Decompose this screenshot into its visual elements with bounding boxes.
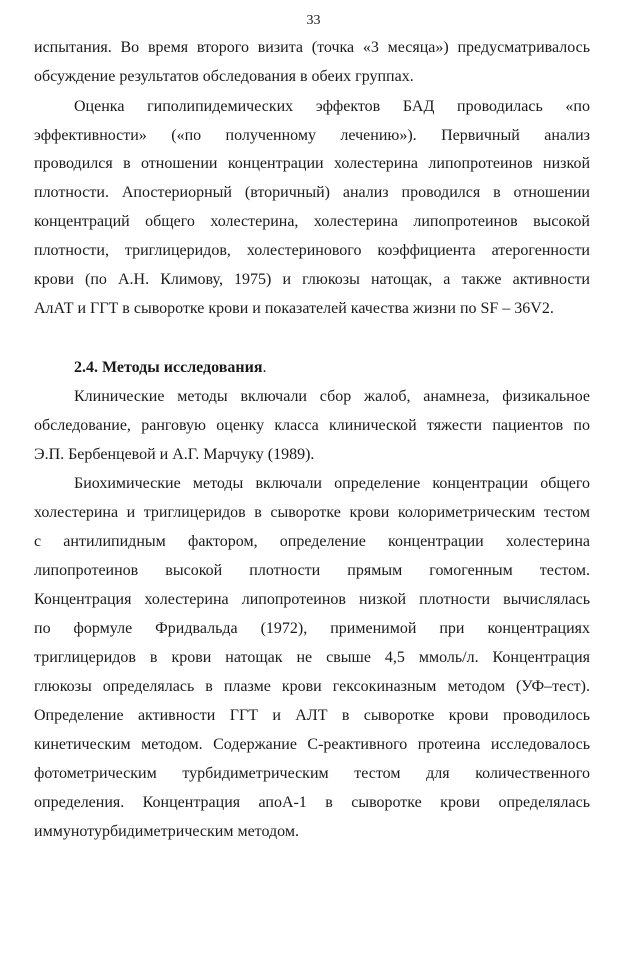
section-heading-title: 2.4. Методы исследования xyxy=(74,359,263,376)
text-line: определения. Концентрация апоА-1 в сыворотке крови определялась xyxy=(34,794,590,811)
text-line: иммунотурбидиметрическим методом. xyxy=(34,823,299,840)
page-number: 33 xyxy=(306,13,321,28)
text-line: триглицеридов в крови натощак не свыше 4,5 ммоль/л. Концентрация xyxy=(34,649,590,666)
text-line: Э.П. Бербенцевой и А.Г. Марчуку (1989). xyxy=(34,446,315,463)
text-line: Клинические методы включали сбор жалоб, анамнеза, физикальное xyxy=(74,388,590,405)
text-line: обследование, ранговую оценку класса клинической тяжести пациентов по xyxy=(34,417,590,434)
text-line: Оценка гиполипидемических эффектов БАД проводилась «по xyxy=(74,98,590,115)
text-line: кинетическим методом. Содержание С-реактивного протеина исследовалось xyxy=(34,736,590,753)
text-line: Концентрация холестерина липопротеинов низкой плотности вычислялась xyxy=(34,591,590,608)
text-line: концентраций общего холестерина, холестерина липопротеинов высокой xyxy=(34,213,590,230)
section-heading xyxy=(74,358,266,378)
text-line: холестерина и триглицеридов в сыворотке крови колориметрическим тестом xyxy=(34,504,590,521)
text-line: глюкозы определялась в плазме крови гексокиназным методом (УФ–тест). xyxy=(34,678,590,695)
text-line: плотности, триглицеридов, холестеринового коэффициента атерогенности xyxy=(34,242,590,259)
text-line: по формуле Фридвальда (1972), применимой при концентрациях xyxy=(34,620,590,637)
text-line: обсуждение результатов обследования в обеих группах. xyxy=(34,68,414,85)
section-heading-period: . xyxy=(262,359,267,376)
text-line: крови (по А.Н. Климову, 1975) и глюкозы натощак, а также активности xyxy=(34,271,590,288)
text-line: фотометрическим турбидиметрическим тестом для количественного xyxy=(34,765,590,782)
text-line: с антилипидным фактором, определение концентрации холестерина xyxy=(34,533,590,550)
text-line: липопротеинов высокой плотности прямым гомогенным тестом. xyxy=(34,562,590,579)
text-line: эффективности» («по полученному лечению»). Первичный анализ xyxy=(34,127,590,144)
text-line: проводился в отношении концентрации холестерина липопротеинов низкой xyxy=(34,155,590,172)
text-line: Биохимические методы включали определение концентрации общего xyxy=(74,475,590,492)
text-line: Определение активности ГГТ и АЛТ в сыворотке крови проводилось xyxy=(34,707,590,724)
text-line: испытания. Во время второго визита (точка «3 месяца») предусматривалось xyxy=(34,39,590,56)
text-line: плотности. Апостериорный (вторичный) анализ проводился в отношении xyxy=(34,184,590,201)
text-line: АлАТ и ГГТ в сыворотке крови и показателей качества жизни по SF – 36V2. xyxy=(34,300,554,317)
